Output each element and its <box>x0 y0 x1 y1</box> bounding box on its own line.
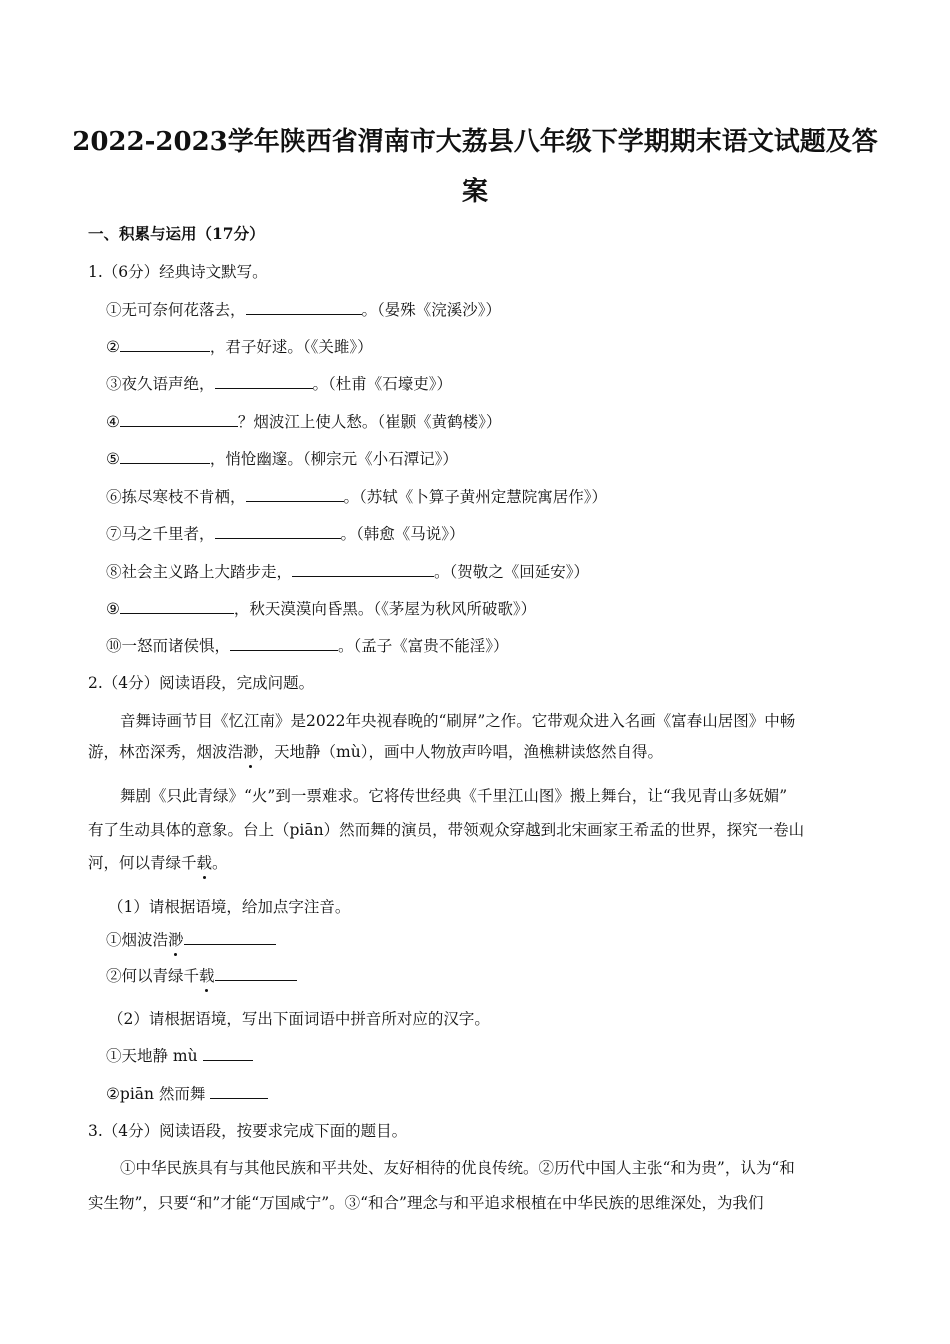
recitation-item-6: ⑥拣尽寒枝不肯栖， 。（苏轼《卜算子黄州定慧院寓居作》） <box>106 488 608 506</box>
question-2-sub1: （1）请根据语境，给加点字注音。 <box>108 898 351 916</box>
answer-blank <box>246 299 362 315</box>
answer-blank <box>246 486 344 502</box>
passage-2-p2-line1: 舞剧《只此青绿》“火”到一票难求。它将传世经典《千里江山图》搬上舞台，让“我见青山多妩媚” <box>120 787 788 805</box>
emphasis-dot-char: 载 <box>199 967 215 985</box>
document-title-line1: 2022-2023学年陕西省渭南市大荔县八年级下学期期末语文试题及答 <box>72 127 878 157</box>
passage-3-line1: ①中华民族具有与其他民族和平共处、友好相待的优良传统。②历代中国人主张“和为贵”，认为“和 <box>120 1159 795 1177</box>
recitation-item-10: ⑩一怒而诸侯惧， 。（孟子《富贵不能淫》） <box>106 637 509 655</box>
question-2-sub1-item-b: ②何以青绿千载 <box>106 965 297 986</box>
question-2-sub2-item-a: ①天地静 mù <box>106 1045 253 1066</box>
answer-blank <box>120 336 210 352</box>
recitation-item-8: ⑧社会主义路上大踏步走， 。（贺敬之《回延安》） <box>106 563 590 581</box>
answer-blank <box>215 965 297 981</box>
section-heading: 一、积累与运用（17分） <box>88 224 265 243</box>
passage-2-p2-line2: 有了生动具体的意象。台上（piān）然而舞的演员，带领观众穿越到北宋画家王希孟的世界，探究一卷山 <box>88 821 805 839</box>
recitation-item-5: ⑤ ，悄怆幽邃。（柳宗元《小石潭记》） <box>106 450 458 468</box>
recitation-item-4: ④ ？烟波江上使人愁。（崔颢《黄鹤楼》） <box>106 413 502 431</box>
passage-3-line2: 实生物”，只要“和”才能“万国咸宁”。③“和合”理念与和平追求根植在中华民族的思维深处，为我们 <box>88 1194 764 1212</box>
recitation-item-7: ⑦马之千里者， 。（韩愈《马说》） <box>106 525 465 543</box>
question-1-stem: 1.（6分）经典诗文默写。 <box>88 263 268 281</box>
emphasis-dot-char: 载 <box>196 854 213 872</box>
answer-blank <box>215 523 341 539</box>
emphasis-dot-char: 渺 <box>243 743 259 761</box>
recitation-item-2: ② ，君子好逑。（《关雎》） <box>106 338 373 356</box>
answer-blank <box>120 598 234 614</box>
passage-2-p1-line1: 音舞诗画节目《忆江南》是2022年央视春晚的“刷屏”之作。它带观众进入名画《富春山居图》中畅 <box>120 712 796 730</box>
question-2-sub2-item-b: ②piān 然而舞 <box>106 1083 268 1104</box>
answer-blank <box>203 1045 253 1061</box>
answer-blank <box>215 373 313 389</box>
recitation-item-3: ③夜久语声绝， 。（杜甫《石壕吏》） <box>106 375 453 393</box>
recitation-item-1: ①无可奈何花落去， 。（晏殊《浣溪沙》） <box>106 301 502 319</box>
document-title-line2: 案 <box>461 177 488 207</box>
answer-blank <box>210 1083 268 1099</box>
answer-blank <box>120 448 210 464</box>
emphasis-dot-char: 渺 <box>168 931 184 949</box>
answer-blank <box>292 561 434 577</box>
answer-blank <box>230 635 338 651</box>
question-2-sub1-item-a: ①烟波浩渺 <box>106 929 276 950</box>
passage-2-p1-line2: 游，林峦深秀，烟波浩渺，天地静（mù），画中人物放声吟唱，渔樵耕读悠然自得。 <box>88 743 663 761</box>
answer-blank <box>120 411 238 427</box>
passage-2-p2-line3: 河，何以青绿千载。 <box>88 854 228 872</box>
question-3-stem: 3.（4分）阅读语段，按要求完成下面的题目。 <box>88 1122 408 1140</box>
recitation-item-9: ⑨ ，秋天漠漠向昏黑。（《茅屋为秋风所破歌》） <box>106 600 537 618</box>
question-2-stem: 2.（4分）阅读语段，完成问题。 <box>88 674 315 692</box>
answer-blank <box>184 929 276 945</box>
question-2-sub2: （2）请根据语境，写出下面词语中拼音所对应的汉字。 <box>108 1010 490 1028</box>
